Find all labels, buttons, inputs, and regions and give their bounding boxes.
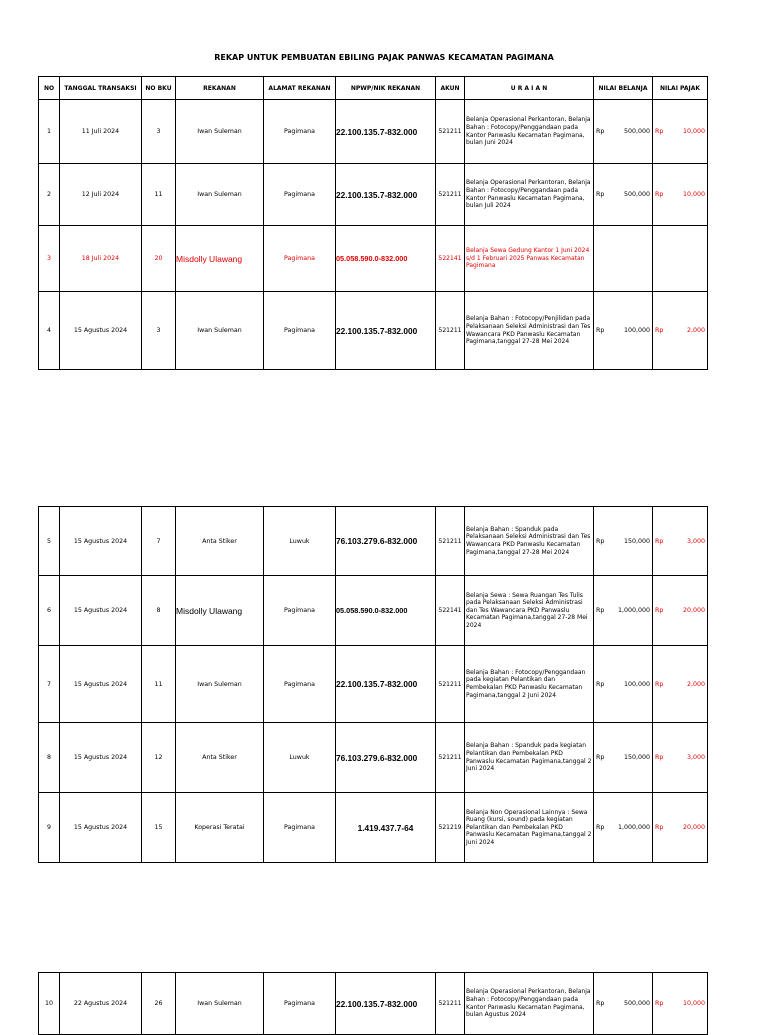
currency-label: Rp xyxy=(596,680,605,688)
currency-label: Rp xyxy=(596,128,605,135)
cell-nilai-pajak xyxy=(653,793,708,863)
currency-label: Rp xyxy=(655,754,664,761)
rekap-table-page-1 xyxy=(38,76,708,370)
cell-no: 5 xyxy=(39,507,60,576)
cell-akun: 522141 xyxy=(436,576,465,646)
cell-no: 6 xyxy=(39,576,60,646)
cell-nilai-pajak xyxy=(653,973,708,1035)
table-row xyxy=(39,292,708,370)
cell-nilai-belanja xyxy=(594,292,653,370)
table-row xyxy=(39,164,708,226)
cell-tanggal: 12 Juli 2024 xyxy=(60,164,142,226)
cell-rekanan: Iwan Suleman xyxy=(176,164,264,226)
cell-rekanan: Iwan Suleman xyxy=(176,292,264,370)
cell-akun: 521211 xyxy=(436,723,465,793)
cell-no: 9 xyxy=(39,793,60,863)
cell-tanggal: 15 Agustus 2024 xyxy=(60,646,142,723)
pajak-value: 2,000 xyxy=(686,680,705,688)
belanja-value: 500,000 xyxy=(623,1000,650,1007)
cell-bku: 15 xyxy=(142,793,176,863)
belanja-value: 150,000 xyxy=(623,754,650,761)
header-bku: NO BKU xyxy=(142,77,176,100)
cell-rekanan: Iwan Suleman xyxy=(176,646,264,723)
cell-akun: 521219 xyxy=(436,793,465,863)
table-row xyxy=(39,507,708,576)
cell-nilai-belanja xyxy=(594,100,653,164)
cell-uraian: Belanja Sewa Gedung Kantor 1 Juni 2024 s/d 1 Februari 2025 Panwas Kecamatan Pagimana xyxy=(465,226,594,292)
currency-label: Rp xyxy=(655,191,664,198)
cell-nilai-belanja xyxy=(594,723,653,793)
cell-alamat: Pagimana xyxy=(264,226,336,292)
cell-rekanan: Iwan Suleman xyxy=(176,973,264,1035)
rekap-table-page-3 xyxy=(38,972,708,1035)
cell-nilai-pajak xyxy=(653,100,708,164)
currency-label: Rp xyxy=(596,1000,605,1007)
cell-no: 8 xyxy=(39,723,60,793)
cell-uraian: Belanja Operasional Perkantoran, Belanja Bahan : Fotocopy/Penggandaan pada Kantor Panwaslu Kecamatan Pagimana, bulan Agustus 2024 xyxy=(465,973,594,1035)
cell-alamat: Pagimana xyxy=(264,973,336,1035)
cell-npwp: 76.103.279.6-832.000 xyxy=(336,507,436,576)
cell-npwp: 22.100.135.7-832.000 xyxy=(336,973,436,1035)
cell-no: 7 xyxy=(39,646,60,723)
cell-rekanan: Anta Stiker xyxy=(176,507,264,576)
cell-npwp: 22.100.135.7-832.000 xyxy=(336,164,436,226)
cell-uraian: Belanja Bahan : Spanduk pada Pelaksanaan Seleksi Administrasi dan Tes Wawancara PKD Panwaslu Kecamatan Pagimana,tanggal 27-28 Mei 2024 xyxy=(465,507,594,576)
header-uraian: U R A I A N xyxy=(465,77,594,100)
cell-npwp: 05.058.590.0-832.000 xyxy=(336,576,436,646)
cell-alamat: Pagimana xyxy=(264,793,336,863)
header-nilai-belanja: NILAI BELANJA xyxy=(594,77,653,100)
cell-npwp: 22.100.135.7-832.000 xyxy=(336,292,436,370)
cell-tanggal: 15 Agustus 2024 xyxy=(60,292,142,370)
table-row xyxy=(39,226,708,292)
belanja-value: 500,000 xyxy=(623,191,650,198)
cell-npwp: 22.100.135.7-832.000 xyxy=(336,646,436,723)
belanja-value: 1,000,000 xyxy=(617,607,650,614)
pajak-value: 10,000 xyxy=(682,128,705,135)
currency-label: Rp xyxy=(596,824,605,831)
cell-nilai-belanja xyxy=(594,793,653,863)
cell-nilai-belanja xyxy=(594,973,653,1035)
header-akun: AKUN xyxy=(436,77,465,100)
cell-tanggal: 15 Agustus 2024 xyxy=(60,576,142,646)
cell-akun: 521211 xyxy=(436,507,465,576)
currency-label: Rp xyxy=(655,327,664,334)
cell-akun: 521211 xyxy=(436,164,465,226)
cell-nilai-pajak xyxy=(653,723,708,793)
cell-bku: 20 xyxy=(142,226,176,292)
currency-label: Rp xyxy=(655,680,664,688)
cell-bku: 3 xyxy=(142,100,176,164)
cell-nilai-belanja xyxy=(594,164,653,226)
cell-npwp: 05.058.590.0-832.000 xyxy=(336,226,436,292)
currency-label: Rp xyxy=(596,327,605,334)
cell-uraian: Belanja Non Operasional Lainnya : Sewa Ruang (kursi, sound) pada kegiatan Pelantikan dan Pembekalan PKD Panwaslu Kecamatan Pagimana,tanggal 2 Juni 2024 xyxy=(465,793,594,863)
cell-tanggal: 22 Agustus 2024 xyxy=(60,973,142,1035)
cell-nilai-pajak xyxy=(653,164,708,226)
cell-alamat: Pagimana xyxy=(264,100,336,164)
currency-label: Rp xyxy=(655,1000,664,1007)
cell-nilai-belanja xyxy=(594,646,653,723)
cell-nilai-pajak xyxy=(653,576,708,646)
header-no: NO xyxy=(39,77,60,100)
belanja-value: 500,000 xyxy=(623,128,650,135)
cell-bku: 11 xyxy=(142,646,176,723)
cell-akun: 522141 xyxy=(436,226,465,292)
cell-alamat: Pagimana xyxy=(264,646,336,723)
cell-bku: 26 xyxy=(142,973,176,1035)
cell-rekanan: Anta Stiker xyxy=(176,723,264,793)
cell-uraian: Belanja Bahan : Spanduk pada kegiatan Pelantikan dan Pembekalan PKD Panwaslu Kecamatan Pagimana,tanggal 2 Juni 2024 xyxy=(465,723,594,793)
header-tanggal: TANGGAL TRANSAKSI xyxy=(60,77,142,100)
table-row xyxy=(39,723,708,793)
cell-rekanan: Iwan Suleman xyxy=(176,100,264,164)
table-row xyxy=(39,100,708,164)
cell-alamat: Pagimana xyxy=(264,292,336,370)
cell-tanggal: 15 Agustus 2024 xyxy=(60,507,142,576)
cell-alamat: Pagimana xyxy=(264,164,336,226)
cell-no: 1 xyxy=(39,100,60,164)
belanja-value: 1,000,000 xyxy=(617,824,650,831)
cell-bku: 3 xyxy=(142,292,176,370)
cell-nilai-pajak xyxy=(653,292,708,370)
table-row xyxy=(39,646,708,723)
cell-bku: 7 xyxy=(142,507,176,576)
table-row xyxy=(39,576,708,646)
cell-tanggal: 11 Juli 2024 xyxy=(60,100,142,164)
cell-rekanan: Misdolly Ulawang xyxy=(176,226,264,292)
pajak-value: 2,000 xyxy=(686,327,705,334)
pajak-value: 10,000 xyxy=(682,1000,705,1007)
cell-akun: 521211 xyxy=(436,973,465,1035)
currency-label: Rp xyxy=(596,754,605,761)
pajak-value: 3,000 xyxy=(686,537,705,545)
cell-akun: 521211 xyxy=(436,292,465,370)
pajak-value: 10,000 xyxy=(682,191,705,198)
cell-alamat: Pagimana xyxy=(264,576,336,646)
currency-label: Rp xyxy=(655,607,664,614)
cell-bku: 11 xyxy=(142,164,176,226)
table-row xyxy=(39,973,708,1035)
cell-uraian: Belanja Operasional Perkantoran, Belanja Bahan : Fotocopy/Penggandaan pada Kantor Panwaslu Kecamatan Pagimana, bulan Juli 2024 xyxy=(465,164,594,226)
currency-label: Rp xyxy=(655,128,664,135)
header-rekanan: REKANAN xyxy=(176,77,264,100)
cell-npwp: 22.100.135.7-832.000 xyxy=(336,100,436,164)
table-row xyxy=(39,793,708,863)
belanja-value: 100,000 xyxy=(623,327,650,334)
cell-nilai-belanja xyxy=(594,576,653,646)
cell-npwp: 1.419.437.7-64 xyxy=(336,793,436,863)
header-nilai-pajak: NILAI PAJAK xyxy=(653,77,708,100)
cell-tanggal: 15 Agustus 2024 xyxy=(60,793,142,863)
cell-uraian: Belanja Bahan : Fotocopy/Penjilidan pada Pelaksanaan Seleksi Administrasi dan Tes Wawancara PKD Panwaslu Kecamatan Pagimana,tanggal 27-28 Mei 2024 xyxy=(465,292,594,370)
pajak-value: 20,000 xyxy=(682,824,705,831)
currency-label: Rp xyxy=(596,537,605,545)
cell-nilai-belanja xyxy=(594,226,653,292)
cell-bku: 12 xyxy=(142,723,176,793)
cell-uraian: Belanja Sewa : Sewa Ruangan Tes Tulis pada Pelaksanaan Seleksi Administrasi dan Tes Wawancara PKD Panwaslu Kecamatan Pagimana,tanggal 27-28 Mei 2024 xyxy=(465,576,594,646)
cell-nilai-pajak xyxy=(653,507,708,576)
cell-akun: 521211 xyxy=(436,646,465,723)
cell-bku: 8 xyxy=(142,576,176,646)
cell-no: 2 xyxy=(39,164,60,226)
cell-tanggal: 15 Agustus 2024 xyxy=(60,723,142,793)
cell-tanggal: 18 Juli 2024 xyxy=(60,226,142,292)
cell-no: 3 xyxy=(39,226,60,292)
cell-no: 4 xyxy=(39,292,60,370)
rekap-table-page-2 xyxy=(38,506,708,863)
cell-nilai-pajak xyxy=(653,226,708,292)
cell-alamat: Luwuk xyxy=(264,723,336,793)
header-npwp: NPWP/NIK REKANAN xyxy=(336,77,436,100)
header-row xyxy=(39,77,708,100)
cell-alamat: Luwuk xyxy=(264,507,336,576)
cell-npwp: 76.103.279.6-832.000 xyxy=(336,723,436,793)
cell-akun: 521211 xyxy=(436,100,465,164)
cell-nilai-belanja xyxy=(594,507,653,576)
currency-label: Rp xyxy=(596,191,605,198)
belanja-value: 100,000 xyxy=(623,680,650,688)
cell-uraian: Belanja Operasional Perkantoran, Belanja Bahan : Fotocopy/Penggandaan pada Kantor Panwaslu Kecamatan Pagimana, bulan Juni 2024 xyxy=(465,100,594,164)
currency-label: Rp xyxy=(655,537,664,545)
cell-rekanan: Misdolly Ulawang xyxy=(176,576,264,646)
currency-label: Rp xyxy=(596,607,605,614)
pajak-value: 3,000 xyxy=(686,754,705,761)
page-title: REKAP UNTUK PEMBUATAN EBILING PAJAK PANWAS KECAMATAN PAGIMANA xyxy=(214,53,554,62)
belanja-value: 150,000 xyxy=(623,537,650,545)
cell-no: 10 xyxy=(39,973,60,1035)
pajak-value: 20,000 xyxy=(682,607,705,614)
cell-uraian: Belanja Bahan : Fotocopy/Penggandaan pada kegiatan Pelantikan dan Pembekalan PKD Panwaslu Kecamatan Pagimana,tanggal 2 Juni 2024 xyxy=(465,646,594,723)
header-alamat: ALAMAT REKANAN xyxy=(264,77,336,100)
cell-rekanan: Koperasi Teratai xyxy=(176,793,264,863)
currency-label: Rp xyxy=(655,824,664,831)
cell-nilai-pajak xyxy=(653,646,708,723)
